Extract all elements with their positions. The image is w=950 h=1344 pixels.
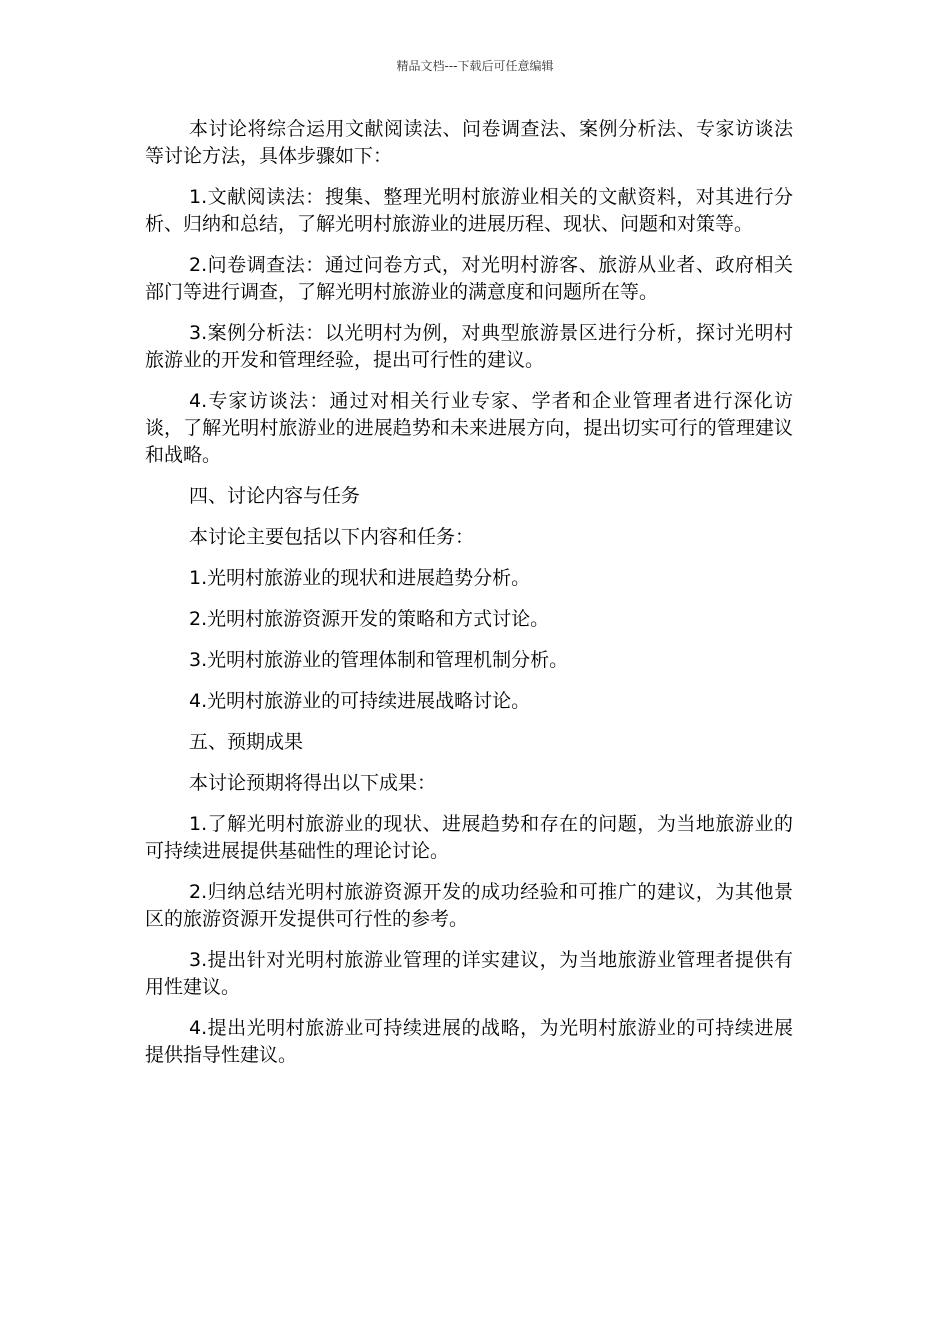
task-item-2: 2.光明村旅游资源开发的策略和方式讨论。	[189, 608, 550, 630]
section-heading-content-tasks: 四、讨论内容与任务	[189, 485, 361, 507]
intro-paragraph: 本讨论将综合运用文献阅读法、问卷调查法、案例分析法、专家访谈法等讨论方法，具体步骤如下：	[145, 118, 793, 167]
task-item-4: 4.光明村旅游业的可持续进展战略讨论。	[189, 690, 531, 712]
expected-results-intro: 本讨论预期将得出以下成果：	[189, 772, 437, 794]
result-item-2: 2.归纳总结光明村旅游资源开发的成功经验和可推广的建议，为其他景区的旅游资源开发提供可行性的参考。	[145, 881, 793, 930]
method-expert-interview: 4.专家访谈法：通过对相关行业专家、学者和企业管理者进行深化访谈，了解光明村旅游业的进展趋势和未来进展方向，提出切实可行的管理建议和战略。	[145, 390, 793, 466]
content-tasks-intro: 本讨论主要包括以下内容和任务：	[189, 526, 475, 548]
result-item-4: 4.提出光明村旅游业可持续进展的战略，为光明村旅游业的可持续进展提供指导性建议。	[145, 1017, 793, 1066]
section-heading-expected-results: 五、预期成果	[189, 731, 304, 753]
task-item-3: 3.光明村旅游业的管理体制和管理机制分析。	[189, 649, 569, 671]
result-item-3: 3.提出针对光明村旅游业管理的详实建议，为当地旅游业管理者提供有用性建议。	[145, 949, 793, 998]
result-item-1: 1.了解光明村旅游业的现状、进展趋势和存在的问题，为当地旅游业的可持续进展提供基础性的理论讨论。	[145, 813, 793, 862]
document-body	[145, 116, 793, 1083]
task-item-1: 1.光明村旅游业的现状和进展趋势分析。	[189, 567, 531, 589]
method-literature: 1.文献阅读法：搜集、整理光明村旅游业相关的文献资料，对其进行分析、归纳和总结，了解光明村旅游业的进展历程、现状、问题和对策等。	[145, 186, 793, 235]
method-questionnaire: 2.问卷调查法：通过问卷方式，对光明村游客、旅游从业者、政府相关部门等进行调查，了解光明村旅游业的满意度和问题所在等。	[145, 254, 793, 303]
method-case-analysis: 3.案例分析法：以光明村为例，对典型旅游景区进行分析，探讨光明村旅游业的开发和管理经验，提出可行性的建议。	[145, 322, 793, 371]
page-header: 精品文档---下载后可任意编辑	[396, 59, 554, 73]
